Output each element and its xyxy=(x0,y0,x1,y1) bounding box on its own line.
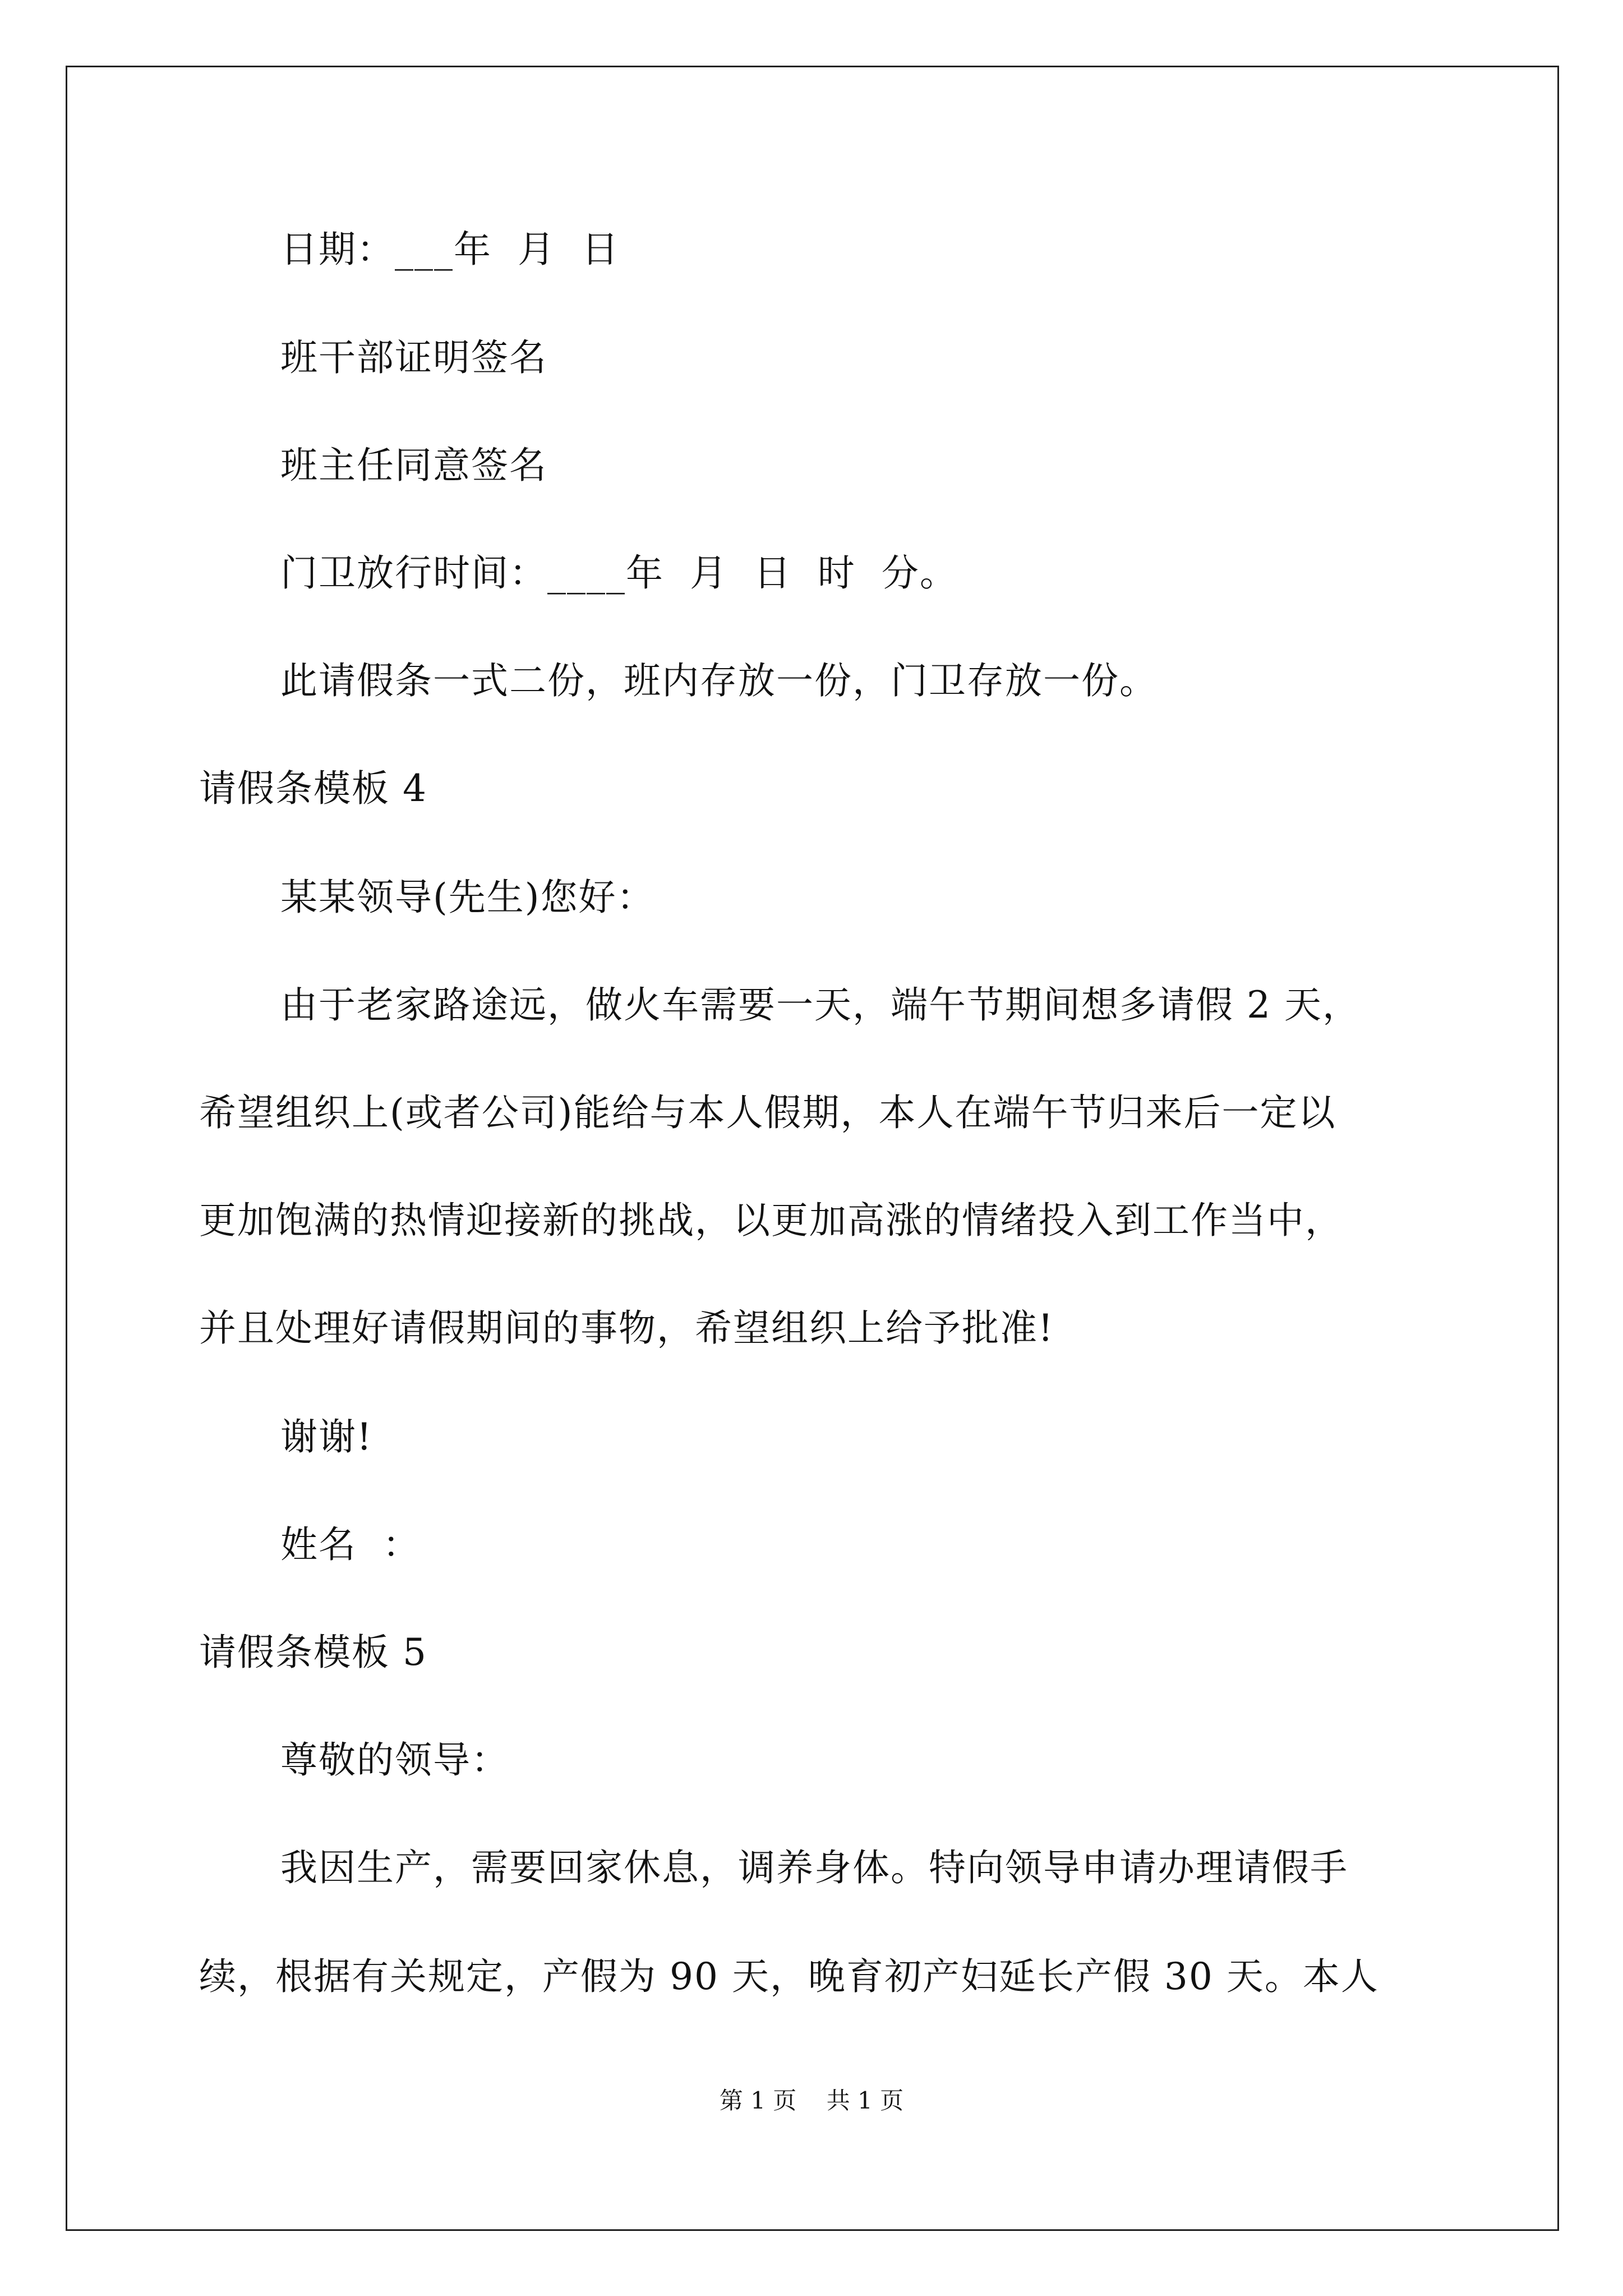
thanks-line: 谢谢! xyxy=(280,1415,373,1458)
salutation-line: 尊敬的领导： xyxy=(280,1738,509,1782)
name-line: 姓名 ： xyxy=(280,1523,421,1566)
template-4-heading: 请假条模板 4 xyxy=(199,767,427,810)
salutation-line: 某某领导(先生)您好： xyxy=(280,876,655,919)
head-teacher-signature-line: 班主任同意签名 xyxy=(280,444,547,487)
date-line: 日期：___年 月 日 xyxy=(280,228,620,271)
body-paragraph-line: 由于老家路途远，做火车需要一天，端午节期间想多请假 2 天， xyxy=(280,983,1361,1027)
body-paragraph-line: 续，根据有关规定，产假为 90 天，晚育初产妇延长产假 30 天。本人 xyxy=(199,1955,1379,1998)
body-paragraph-line: 希望组织上(或者公司)能给与本人假期，本人在端午节归来后一定以 xyxy=(199,1091,1336,1134)
gate-release-time-line: 门卫放行时间：____年 月 日 时 分。 xyxy=(280,551,958,595)
copies-note-line: 此请假条一式二份，班内存放一份，门卫存放一份。 xyxy=(280,659,1158,702)
body-paragraph-line: 我因生产，需要回家休息，调养身体。特向领导申请办理请假手 xyxy=(280,1846,1348,1889)
body-paragraph-line: 更加饱满的热情迎接新的挑战，以更加高涨的情绪投入到工作当中， xyxy=(199,1199,1343,1242)
body-paragraph-line: 并且处理好请假期间的事物，希望组织上给予批准! xyxy=(199,1306,1054,1350)
template-5-heading: 请假条模板 5 xyxy=(199,1631,427,1674)
page-border xyxy=(66,66,1559,2231)
class-cadre-signature-line: 班干部证明签名 xyxy=(280,336,547,379)
page-footer: 第 1 页 共 1 页 xyxy=(719,2087,904,2114)
